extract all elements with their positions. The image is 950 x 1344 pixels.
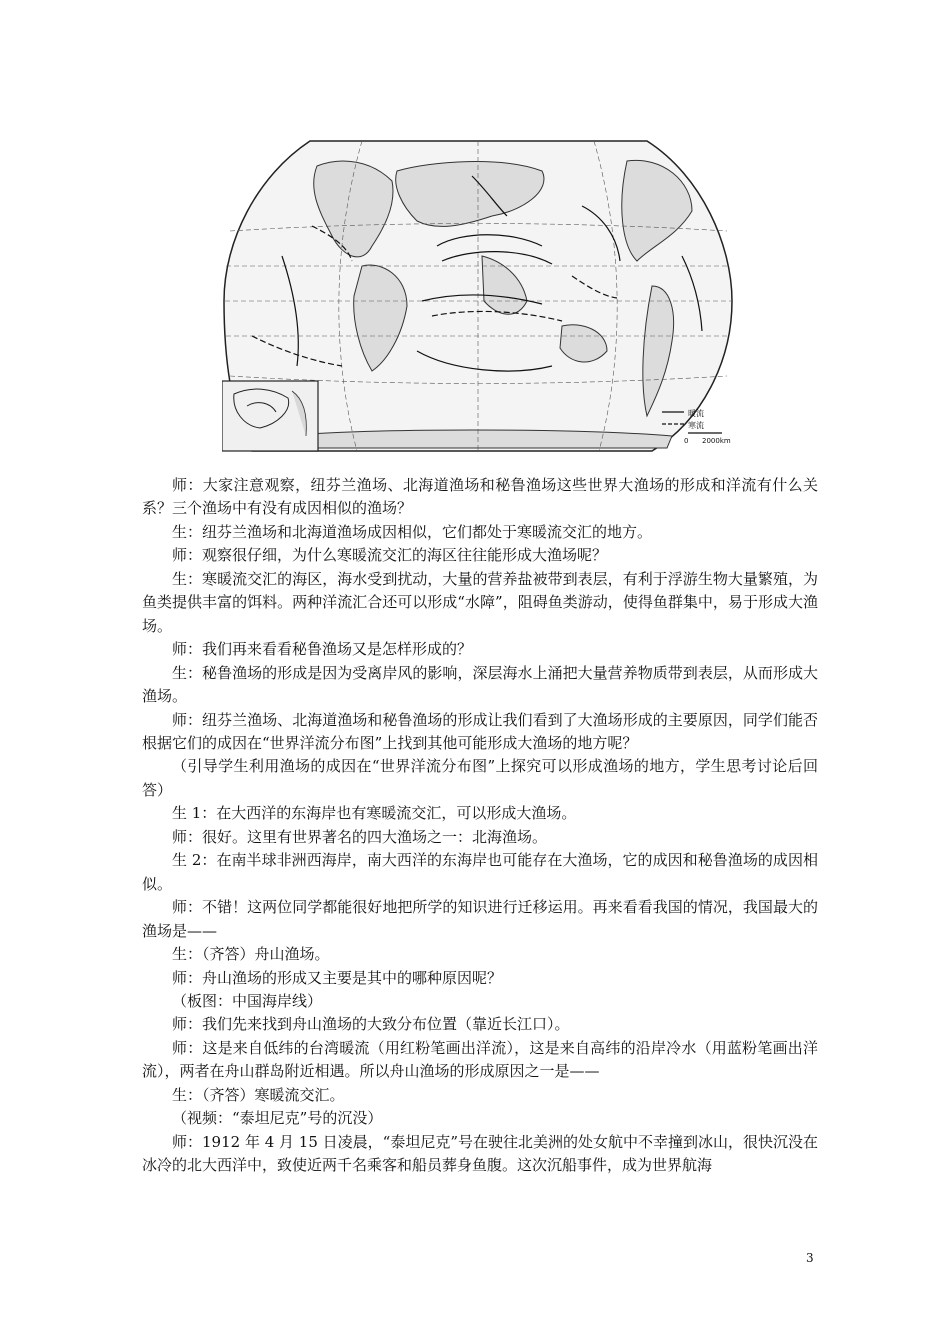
paragraph: 生：（齐答）舟山渔场。 bbox=[172, 945, 330, 964]
paragraph: （视频：“泰坦尼克”号的沉没） bbox=[172, 1109, 383, 1128]
paragraph: 师：舟山渔场的形成又主要是其中的哪种原因呢？ bbox=[172, 968, 503, 987]
scale-end-label: 2000km bbox=[702, 437, 731, 445]
paragraph: 生：秘鲁渔场的形成是因为受离岸风的影响，深层海水上涌把大量营养物质带到表层，从而形成大渔场。 bbox=[142, 663, 818, 706]
paragraph: （板图：中国海岸线） bbox=[172, 991, 323, 1010]
paragraph: 师：1912 年 4 月 15 日凌晨，“泰坦尼克”号在驶往北美洲的处女航中不幸撞到冰山，很快沉没在冰冷的北大西洋中，致使近两千名乘客和船员葬身鱼腹。这次沉船事件，成为世界航海 bbox=[142, 1132, 818, 1175]
paragraph: 师：我们再来看看秘鲁渔场又是怎样形成的？ bbox=[172, 640, 473, 659]
paragraph: 师：观察很仔细，为什么寒暖流交汇的海区往往能形成大渔场呢？ bbox=[172, 546, 608, 565]
paragraph: 师：纽芬兰渔场、北海道渔场和秘鲁渔场的形成让我们看到了大渔场形成的主要原因，同学们能否根据它们的成因在“世界洋流分布图”上找到其他可能形成大渔场的地方呢？ bbox=[142, 710, 818, 752]
paragraph: 师：不错！这两位同学都能很好地把所学的知识进行迁移运用。再来看看我国的情况，我国最大的渔场是—— bbox=[142, 898, 818, 940]
paragraph: （引导学生利用渔场的成因在“世界洋流分布图”上探究可以形成渔场的地方，学生思考讨论后回答） bbox=[142, 757, 818, 799]
paragraph: 生：纽芬兰渔场和北海道渔场成因相似，它们都处于寒暖流交汇的地方。 bbox=[172, 522, 653, 541]
page-number: 3 bbox=[806, 1251, 814, 1265]
paragraph: 生 1：在大西洋的东海岸也有寒暖流交汇，可以形成大渔场。 bbox=[172, 804, 577, 823]
paragraph: 生：寒暖流交汇的海区，海水受到扰动，大量的营养盐被带到表层，有利于浮游生物大量繁殖，为鱼类提供丰富的饵料。两种洋流汇合还可以形成“水障”，阻碍鱼类游动，使得鱼群集中，易于形成大渔场。 bbox=[142, 569, 818, 635]
paragraph: 生 2：在南半球非洲西海岸，南大西洋的东海岸也可能存在大渔场，它的成因和秘鲁渔场的成因相似。 bbox=[142, 851, 818, 893]
map-figure bbox=[222, 136, 735, 453]
paragraph: 师：很好。这里有世界著名的四大渔场之一：北海渔场。 bbox=[172, 827, 548, 846]
legend-warm-label: 暖流 bbox=[688, 409, 704, 418]
paragraph: 生：（齐答）寒暖流交汇。 bbox=[172, 1085, 345, 1104]
lesson-transcript bbox=[142, 474, 818, 1178]
scale-start-label: 0 bbox=[684, 437, 689, 445]
legend-cold-label: 寒流 bbox=[688, 421, 704, 430]
paragraph: 师：这是来自低纬的台湾暖流（用红粉笔画出洋流），这是来自高纬的沿岸冷水（用蓝粉笔画出洋流），两者在舟山群岛附近相遇。所以舟山渔场的形成原因之一是—— bbox=[142, 1038, 818, 1081]
paragraph: 师：大家注意观察，纽芬兰渔场、北海道渔场和秘鲁渔场这些世界大渔场的形成和洋流有什么关系？三个渔场中有没有成因相似的渔场？ bbox=[142, 476, 818, 518]
world-ocean-currents-map bbox=[222, 136, 735, 453]
scale-bar bbox=[684, 433, 731, 445]
paragraph: 师：我们先来找到舟山渔场的大致分布位置（靠近长江口）。 bbox=[172, 1015, 570, 1034]
inset-map bbox=[222, 381, 318, 451]
